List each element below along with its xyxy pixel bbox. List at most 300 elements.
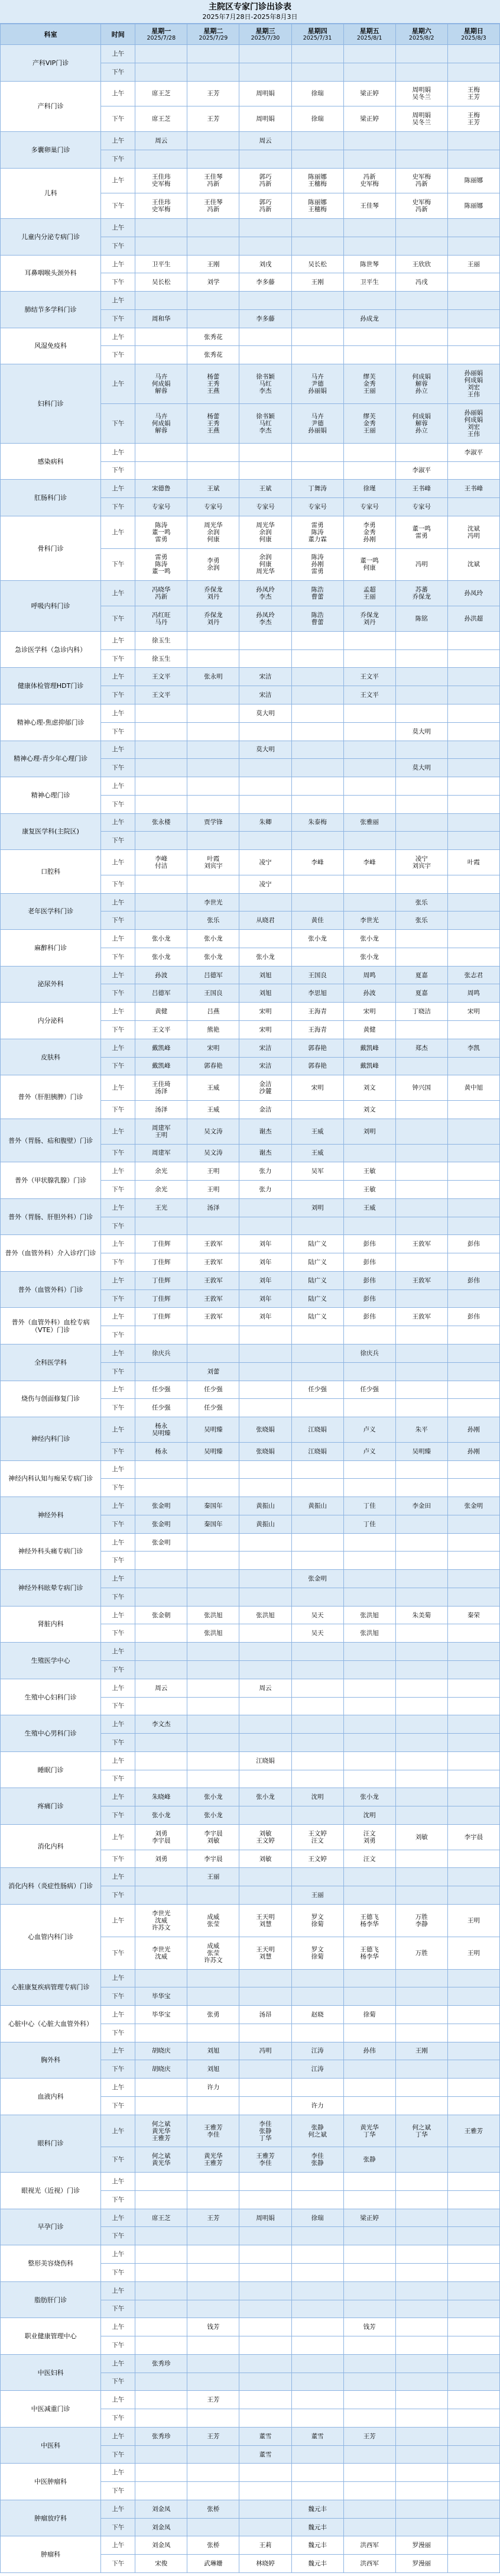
schedule-cell [447, 1969, 499, 1987]
schedule-cell [239, 150, 291, 168]
schedule-cell: 彭伟 [343, 1271, 395, 1289]
schedule-cell: 汤昂 [239, 2006, 291, 2024]
table-row [1, 850, 500, 875]
department-name: 肿瘤科 [1, 2536, 101, 2573]
schedule-cell [395, 328, 447, 346]
department-name: 肛肠科门诊 [1, 480, 101, 516]
schedule-cell: 丁佳 [343, 1515, 395, 1533]
schedule-cell [343, 1326, 395, 1344]
schedule-cell: 吕燕 [187, 1003, 239, 1021]
schedule-cell [187, 2227, 239, 2245]
schedule-cell [395, 1181, 447, 1199]
schedule-cell [343, 1588, 395, 1606]
schedule-cell: 林晓婷 [239, 2555, 291, 2573]
schedule-cell: 李宇晨 刘敏 [187, 1824, 239, 1850]
schedule-cell [447, 832, 499, 850]
schedule-cell [395, 346, 447, 364]
schedule-cell: 宋明 [343, 1003, 395, 1021]
schedule-cell [447, 2518, 499, 2536]
schedule-cell [395, 1552, 447, 1570]
schedule-cell [239, 1661, 291, 1679]
schedule-cell: 刘金凤 [135, 2500, 187, 2518]
schedule-cell: 谢杰 [239, 1119, 291, 1144]
schedule-cell: 张乐 [395, 912, 447, 930]
schedule-cell: 何之斌 黄光华 王雅芳 [135, 2115, 187, 2147]
schedule-cell [187, 2336, 239, 2355]
schedule-cell: 谢杰 [239, 1144, 291, 1162]
schedule-cell: 吴明臻 [395, 1442, 447, 1460]
schedule-cell [239, 45, 291, 63]
schedule-cell: 刘敏 王文婷 [239, 1824, 291, 1850]
schedule-cell [447, 328, 499, 346]
schedule-cell: 李世光 [187, 893, 239, 912]
period-label: 下午 [101, 193, 135, 219]
schedule-cell: 王文婷 汪文 [291, 1824, 343, 1850]
schedule-cell: 汪文 刘勇 [343, 1824, 395, 1850]
header-day [187, 24, 239, 45]
schedule-cell [343, 1643, 395, 1661]
schedule-cell: 宋洁 [239, 668, 291, 686]
schedule-cell: 刘敏 [239, 1850, 291, 1868]
schedule-cell [187, 649, 239, 668]
schedule-cell [239, 2336, 291, 2355]
department-name: 消化内科（炎症性肠病）门诊 [1, 1868, 101, 1905]
schedule-cell [395, 1715, 447, 1734]
schedule-cell [447, 948, 499, 966]
schedule-cell [239, 2024, 291, 2042]
schedule-cell [343, 2336, 395, 2355]
schedule-cell [395, 1119, 447, 1144]
schedule-cell: 乔保龙 刘丹 [187, 606, 239, 632]
schedule-cell: 刘金凤 [135, 2536, 187, 2555]
table-row [1, 1969, 500, 1987]
period-label: 下午 [101, 1552, 135, 1570]
schedule-cell: 吴天 [291, 1624, 343, 1643]
schedule-cell: 杨永 吴明臻 [135, 1417, 187, 1443]
schedule-cell [343, 2482, 395, 2500]
schedule-cell: 陈丽娜 王穗梅 [291, 168, 343, 193]
schedule-cell [239, 1886, 291, 1905]
schedule-cell [343, 1144, 395, 1162]
schedule-cell [135, 1479, 187, 1497]
schedule-cell [135, 777, 187, 796]
schedule-cell [395, 1020, 447, 1039]
schedule-cell [395, 1326, 447, 1344]
schedule-cell [395, 2281, 447, 2300]
table-row [1, 1119, 500, 1144]
schedule-cell [135, 1697, 187, 1715]
schedule-cell [291, 2391, 343, 2409]
schedule-cell [447, 2555, 499, 2573]
schedule-cell [395, 1987, 447, 2006]
department-name: 急诊医学科（急诊内科） [1, 631, 101, 668]
department-name: 风湿免疫科 [1, 328, 101, 364]
schedule-cell [395, 2336, 447, 2355]
schedule-cell: 王佳玮 史军梅 [135, 168, 187, 193]
schedule-cell: 刘明 [343, 1119, 395, 1144]
schedule-cell: 张志君 [447, 966, 499, 984]
schedule-cell [187, 2354, 239, 2373]
schedule-cell: 张金明 [135, 1497, 187, 1515]
table-row [1, 2536, 500, 2555]
schedule-cell [239, 1588, 291, 1606]
schedule-cell: 冯明 [395, 548, 447, 581]
schedule-cell: 张秀珍 [135, 2427, 187, 2445]
schedule-cell: 徐瑾 [343, 480, 395, 498]
schedule-cell [447, 1198, 499, 1217]
table-row [1, 741, 500, 759]
schedule-cell: 金洁 [239, 1101, 291, 1119]
schedule-cell: 王敦军 [187, 1289, 239, 1308]
schedule-cell [239, 237, 291, 255]
department-name: 神经外科眩晕专病门诊 [1, 1570, 101, 1607]
header-dept: 科室 [1, 24, 101, 45]
schedule-cell [343, 1661, 395, 1679]
period-label: 下午 [101, 1399, 135, 1417]
schedule-cell: 许力 [187, 2079, 239, 2097]
schedule-cell [447, 1326, 499, 1344]
schedule-cell [447, 741, 499, 759]
schedule-cell [291, 2354, 343, 2373]
schedule-cell [135, 1217, 187, 1235]
schedule-cell: 周鸣 [343, 966, 395, 984]
schedule-cell: 陆广义 [291, 1235, 343, 1253]
schedule-cell [291, 1734, 343, 1752]
schedule-cell: 刘年 [239, 1289, 291, 1308]
schedule-cell: 刘学 [187, 273, 239, 292]
schedule-cell: 刘敏 [395, 1824, 447, 1850]
schedule-cell [239, 2060, 291, 2079]
period-label: 上午 [101, 1003, 135, 1021]
schedule-cell: 王敦军 [395, 1235, 447, 1253]
day-date: 2025/7/28 [147, 34, 176, 41]
period-label: 下午 [101, 2190, 135, 2209]
schedule-cell [447, 2536, 499, 2555]
schedule-cell [343, 292, 395, 310]
period-label: 上午 [101, 1119, 135, 1144]
schedule-cell: 张小龙 [343, 1788, 395, 1806]
period-label: 下午 [101, 722, 135, 741]
schedule-cell: 张洪旭 [343, 1624, 395, 1643]
schedule-cell [239, 2409, 291, 2428]
schedule-cell: 陈丽娜 [447, 193, 499, 219]
period-label: 上午 [101, 1969, 135, 1987]
schedule-cell: 王佳琦 汤泽 [135, 1075, 187, 1101]
schedule-cell: 孙伟 [343, 2042, 395, 2060]
schedule-cell [187, 2409, 239, 2428]
day-name: 星期三 [255, 27, 275, 35]
schedule-cell [343, 1987, 395, 2006]
schedule-cell [239, 443, 291, 461]
schedule-cell: 周明娟 [239, 106, 291, 132]
schedule-cell [395, 2373, 447, 2391]
header-day [343, 24, 395, 45]
schedule-cell [395, 237, 447, 255]
schedule-cell [239, 1570, 291, 1588]
table-row [1, 2209, 500, 2227]
schedule-cell [447, 150, 499, 168]
schedule-cell [291, 777, 343, 796]
schedule-cell: 周云 [239, 1679, 291, 1697]
schedule-cell [447, 2409, 499, 2428]
schedule-cell [447, 930, 499, 948]
schedule-cell: 李文杰 [135, 1715, 187, 1734]
schedule-cell [239, 1362, 291, 1381]
header-day [135, 24, 187, 45]
schedule-cell [343, 461, 395, 480]
schedule-cell [343, 1868, 395, 1886]
schedule-cell [447, 1570, 499, 1588]
schedule-cell [395, 1479, 447, 1497]
schedule-cell [239, 2373, 291, 2391]
table-row [1, 2464, 500, 2482]
period-label: 上午 [101, 893, 135, 912]
schedule-cell [447, 893, 499, 912]
schedule-cell: 张洪旭 [239, 1606, 291, 1624]
schedule-cell: 秦荣 [447, 1606, 499, 1624]
period-label: 上午 [101, 2427, 135, 2445]
period-label: 下午 [101, 461, 135, 480]
table-row [1, 2354, 500, 2373]
schedule-cell: 郭春艳 [291, 1039, 343, 1057]
schedule-cell [447, 1624, 499, 1643]
schedule-cell [343, 45, 395, 63]
schedule-cell [395, 1788, 447, 1806]
schedule-cell [395, 649, 447, 668]
period-label: 上午 [101, 704, 135, 722]
period-label: 上午 [101, 1075, 135, 1101]
schedule-cell [291, 1806, 343, 1825]
schedule-cell: 雷勇 陈涛 董一鸣 [135, 548, 187, 581]
schedule-cell: 洪西军 [343, 2536, 395, 2555]
schedule-cell: 王丽 [447, 255, 499, 273]
schedule-cell: 王海青 [291, 1020, 343, 1039]
schedule-cell: 张乐 [187, 912, 239, 930]
schedule-cell [291, 1715, 343, 1734]
period-label: 下午 [101, 1850, 135, 1868]
schedule-cell [187, 1326, 239, 1344]
period-label: 下午 [101, 2024, 135, 2042]
schedule-cell [343, 649, 395, 668]
table-body [1, 45, 500, 2573]
schedule-cell: 彭伟 [343, 1253, 395, 1272]
schedule-cell [447, 1643, 499, 1661]
schedule-cell: 雷勇 陈涛 董力霖 [291, 516, 343, 548]
schedule-cell [447, 2147, 499, 2173]
schedule-cell [447, 759, 499, 777]
schedule-cell [135, 2190, 187, 2209]
period-label: 上午 [101, 2464, 135, 2482]
department-name: 血液内科 [1, 2079, 101, 2115]
schedule-cell [291, 443, 343, 461]
period-label: 下午 [101, 1886, 135, 1905]
schedule-cell [343, 741, 395, 759]
table-row [1, 292, 500, 310]
schedule-cell [447, 875, 499, 893]
schedule-cell: 黄健 [343, 1020, 395, 1039]
department-name: 中医减重门诊 [1, 2391, 101, 2428]
period-label: 上午 [101, 1788, 135, 1806]
schedule-cell [343, 150, 395, 168]
schedule-cell [447, 309, 499, 328]
schedule-cell: 李宇晨 [187, 1850, 239, 1868]
schedule-cell: 江涛 [291, 2060, 343, 2079]
schedule-cell [343, 1479, 395, 1497]
period-label: 上午 [101, 1570, 135, 1588]
schedule-cell [447, 2173, 499, 2191]
schedule-cell [239, 1479, 291, 1497]
schedule-cell: 张乐 [395, 893, 447, 912]
schedule-cell: 张静 [343, 2147, 395, 2173]
schedule-cell: 王书峰 [447, 480, 499, 498]
schedule-cell [187, 2300, 239, 2318]
schedule-cell: 凌宁 刘宾宇 [395, 850, 447, 875]
schedule-cell [135, 45, 187, 63]
schedule-cell [291, 2173, 343, 2191]
schedule-cell: 陈世琴 [343, 255, 395, 273]
table-row [1, 1497, 500, 1515]
schedule-cell [239, 2318, 291, 2336]
schedule-cell [343, 346, 395, 364]
schedule-cell [343, 2245, 395, 2264]
schedule-cell [343, 893, 395, 912]
department-name: 神经外科头痛专病门诊 [1, 1533, 101, 1570]
table-row [1, 2006, 500, 2024]
schedule-cell [239, 63, 291, 81]
schedule-cell: 刘旭 [239, 966, 291, 984]
table-row [1, 45, 500, 63]
schedule-cell: 李勇 余润 [187, 548, 239, 581]
schedule-cell [447, 461, 499, 480]
schedule-cell [187, 631, 239, 649]
table-row [1, 328, 500, 346]
period-label: 上午 [101, 255, 135, 273]
schedule-cell: 陆广义 [291, 1271, 343, 1289]
schedule-cell: 吕德军 [135, 984, 187, 1003]
schedule-cell: 梁正婷 [343, 106, 395, 132]
schedule-cell [343, 443, 395, 461]
department-name: 肺结节多学科门诊 [1, 292, 101, 328]
schedule-cell [395, 741, 447, 759]
schedule-cell [343, 2024, 395, 2042]
department-name: 生殖医学中心 [1, 1643, 101, 1679]
schedule-cell: 魏元丰 [291, 2536, 343, 2555]
schedule-cell: 秦国年 [187, 1497, 239, 1515]
schedule-cell [343, 631, 395, 649]
schedule-cell: 孙刚 [447, 1417, 499, 1443]
schedule-cell: 卫平生 [135, 255, 187, 273]
schedule-cell [291, 722, 343, 741]
period-label: 上午 [101, 2500, 135, 2518]
schedule-cell: 孙波 [343, 984, 395, 1003]
schedule-cell: 王敦军 [187, 1235, 239, 1253]
period-label: 上午 [101, 741, 135, 759]
schedule-cell [291, 1697, 343, 1715]
period-label: 下午 [101, 1806, 135, 1825]
schedule-cell [291, 948, 343, 966]
schedule-cell: 许力 [291, 2096, 343, 2115]
schedule-cell: 王雅芳 李佳 [239, 2147, 291, 2173]
schedule-cell [187, 1770, 239, 1788]
schedule-cell: 董雪 [239, 2427, 291, 2445]
schedule-cell: 徐书颖 马红 李杰 [239, 404, 291, 444]
table-row [1, 1606, 500, 1624]
table-row [1, 1460, 500, 1479]
schedule-cell: 张秀珍 [135, 2354, 187, 2373]
schedule-cell [343, 1969, 395, 1987]
schedule-cell [395, 1217, 447, 1235]
schedule-cell [343, 2300, 395, 2318]
schedule-cell: 乔保龙 刘丹 [343, 606, 395, 632]
schedule-cell [343, 2464, 395, 2482]
schedule-cell [395, 1806, 447, 1825]
schedule-cell: 李勇 金秀 孙刚 [343, 516, 395, 548]
schedule-cell: 朱晓峰 [135, 1788, 187, 1806]
schedule-cell [395, 150, 447, 168]
schedule-cell [291, 1515, 343, 1533]
schedule-cell [447, 1734, 499, 1752]
schedule-cell [239, 832, 291, 850]
schedule-cell: 徐玉生 [135, 649, 187, 668]
schedule-cell: 专家号 [187, 498, 239, 516]
table-row [1, 2079, 500, 2097]
schedule-cell: 王天明 刘慧 [239, 1937, 291, 1969]
department-name: 精神心理-青少年心理门诊 [1, 741, 101, 777]
schedule-cell [447, 2060, 499, 2079]
schedule-cell: 马卉 何成娟 解蓉 [135, 364, 187, 404]
schedule-cell: 王威 [187, 1075, 239, 1101]
period-label: 上午 [101, 1497, 135, 1515]
schedule-cell [135, 2482, 187, 2500]
schedule-cell [239, 2464, 291, 2482]
schedule-cell: 张小龙 [187, 930, 239, 948]
department-name: 呼吸内科门诊 [1, 581, 101, 632]
schedule-cell: 金洁 沙麓 [239, 1075, 291, 1101]
schedule-cell [239, 1326, 291, 1344]
schedule-cell: 宋德鲁 [135, 480, 187, 498]
period-label: 上午 [101, 813, 135, 832]
schedule-cell: 张勇 [187, 2006, 239, 2024]
period-label: 上午 [101, 2079, 135, 2097]
schedule-cell: 黄佳 [291, 912, 343, 930]
schedule-cell: 王佳琴 [343, 193, 395, 219]
schedule-cell [343, 2354, 395, 2373]
schedule-cell [291, 668, 343, 686]
period-label: 上午 [101, 45, 135, 63]
schedule-cell: 专家号 [395, 498, 447, 516]
schedule-cell [187, 1987, 239, 2006]
schedule-cell [135, 2245, 187, 2264]
schedule-cell: 陆广义 [291, 1308, 343, 1326]
schedule-cell: 任少强 [187, 1399, 239, 1417]
schedule-cell: 周云 [135, 1679, 187, 1697]
schedule-cell: 江晓娟 [291, 1442, 343, 1460]
schedule-cell: 宋明 [187, 1039, 239, 1057]
schedule-cell: 任少强 [135, 1381, 187, 1399]
schedule-cell: 孙刚 [447, 1442, 499, 1460]
schedule-cell [395, 1624, 447, 1643]
schedule-cell [291, 2464, 343, 2482]
schedule-cell: 张静 何之斌 [291, 2115, 343, 2147]
schedule-cell: 余光 [135, 1181, 187, 1199]
schedule-cell: 陈浩 曹蕾 [291, 606, 343, 632]
schedule-cell [343, 1399, 395, 1417]
period-label: 下午 [101, 795, 135, 813]
schedule-cell: 徐瑞 [291, 2209, 343, 2227]
schedule-cell [187, 722, 239, 741]
schedule-cell [187, 1715, 239, 1734]
schedule-cell: 何之斌 丁华 [395, 2115, 447, 2147]
